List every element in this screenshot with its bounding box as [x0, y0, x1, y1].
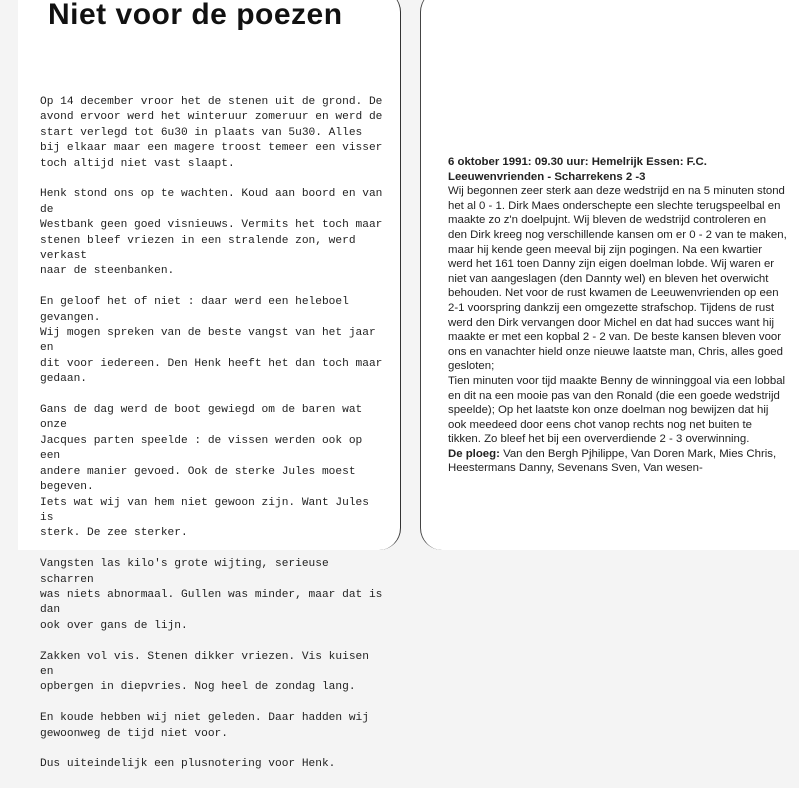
paragraph: Wij begonnen zeer sterk aan deze wedstrijd en na 5 minuten stond het al 0 - 1. Dirk Maes onderschepte een slechte terugspeelbal en maakte zo z'n doelpujnt. Wij bleven de wedstrijd controleren en den Dirk kreeg nog verschillende kansen om er 0 - 2 van te maken, maar hij kende geen meeval bij zijn pogingen. Na een kwartier werd het 161 toen Danny zijn eigen doelman lobde. Wij waren er niet van aangeslagen (den Dannty wel) en bleven het overwicht behouden. Net voor de rust kwamen de Leeuwenvrienden op een 2-1 voorspring dankzij een omgezette strafschop. Tijdens de rust werd den Dirk vervangen door Michel en dat had succes want hij maakte er met een kopbal 2 - 2 van. De beste kansen bleven voor ons en vanachter hield onze nieuwe laatste man, Chris, alles goed gesloten;	[448, 185, 787, 373]
paragraph: Zakken vol vis. Stenen dikker vriezen. Vis kuisen en opbergen in diepvries. Nog heel de zondag lang.	[40, 650, 369, 694]
article-title: Niet voor de poezen	[48, 0, 343, 31]
match-report	[448, 155, 788, 476]
team-list: Van den Bergh Pjhilippe, Van Doren Mark, Mies Chris, Heestermans Danny, Sevenans Sven, Van wesen-	[448, 447, 777, 475]
paragraph: En geloof het of niet : daar werd een heleboel gevangen. Wij mogen spreken van de beste vangst van het jaar en dit voor iedereen. Den Henk heeft het dan toch maar gedaan.	[40, 296, 383, 386]
paragraph: En koude hebben wij niet geleden. Daar hadden wij gewoonweg de tijd niet voor.	[40, 712, 369, 740]
paragraph: Dus uiteindelijk een plusnotering voor Henk.	[40, 758, 336, 771]
fishing-report	[40, 95, 385, 788]
paragraph: Henk stond ons op te wachten. Koud aan boord en van de Westbank geen goed visnieuws. Vermits het toch maar stenen bleef vriezen in een stralende zon, werd verkast naar de steenbanken.	[40, 188, 383, 278]
paragraph: Tien minuten voor tijd maakte Benny de winninggoal via een lobbal en dit na een mooie pas van den Ronald (die een goede wedstrijd speelde); Op het laatste kon onze doelman nog bewijzen dat hij ook meedeed door eens chot vanop rechts nog net buiten te tikken. Zo bleef het bij een oververdiende 2 - 3 overwinning.	[448, 374, 786, 446]
match-heading: 6 oktober 1991: 09.30 uur: Hemelrijk Essen: F.C. Leeuwenvrienden - Scharrekens 2 -3	[448, 156, 707, 183]
paragraph: Op 14 december vroor het de stenen uit de grond. De avond ervoor werd het winteruur zomeruur en werd de start verlegd tot 6u30 in plaats van 5u30. Alles bij elkaar maar een magere troost temeer een visser toch altijd niet vast slaapt.	[40, 96, 383, 170]
paragraph: Vangsten las kilo's grote wijting, serieuse scharren was niets abnormaal. Gullen was minder, maar dat is dan ook over gans de lijn.	[40, 558, 383, 632]
team-line	[448, 447, 788, 476]
paragraph: Gans de dag werd de boot gewiegd om de baren wat onze Jacques parten speelde : de vissen werden ook op een andere manier gevoed. Ook de sterke Jules moest begeven. Iets wat wij van hem niet gewoon zijn. Want Jules is sterk. De zee sterker.	[40, 404, 369, 540]
team-label: De ploeg:	[448, 447, 500, 460]
